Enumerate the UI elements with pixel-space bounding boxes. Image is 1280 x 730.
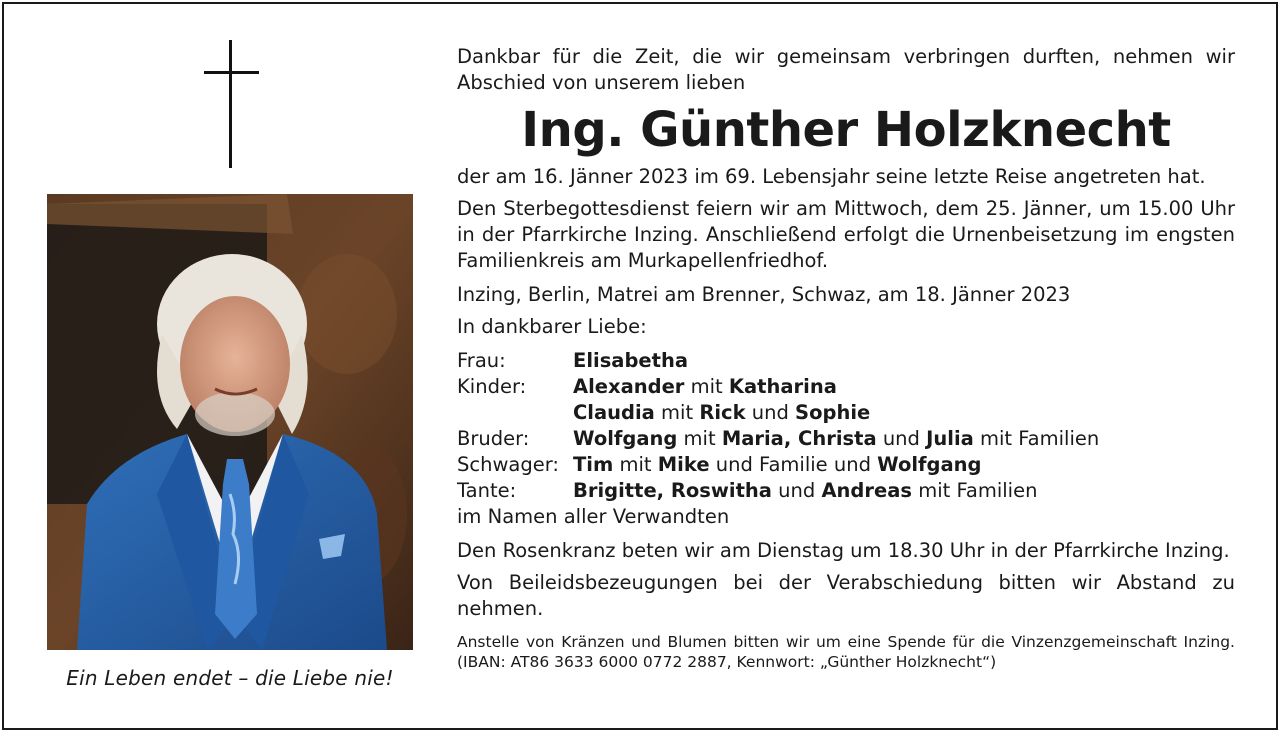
relatives-text: im Namen aller Verwandten	[457, 505, 730, 528]
family-name: Tim	[573, 453, 614, 476]
family-row-kinder	[457, 374, 1235, 400]
rosary-text: Den Rosenkranz beten wir am Dienstag um 18.30 Uhr in der Pfarrkirche Inzing.	[457, 539, 1230, 562]
cross-icon	[204, 40, 260, 170]
gratitude-line: In dankbarer Liebe:	[457, 315, 647, 338]
connector-text: mit	[613, 453, 658, 476]
family-name: Claudia	[573, 401, 655, 424]
family-row-bruder	[457, 426, 1235, 452]
family-name: Sophie	[795, 401, 871, 424]
portrait-photo	[47, 194, 413, 650]
family-row-schwager	[457, 452, 1235, 478]
condolences-text: Von Beileidsbezeugungen bei der Verabschiedung bitten wir Abstand zu nehmen.	[457, 571, 1235, 620]
family-name: Andreas	[821, 479, 912, 502]
family-name: Katharina	[728, 375, 837, 398]
relation-label: Tante:	[457, 479, 517, 502]
family-name: Julia	[926, 427, 974, 450]
family-name: Alexander	[573, 375, 685, 398]
connector-text: und	[745, 401, 796, 424]
family-name: Mike	[657, 453, 710, 476]
place-date: Inzing, Berlin, Matrei am Brenner, Schwaz, am 18. Jänner 2023	[457, 283, 1071, 306]
death-line: der am 16. Jänner 2023 im 69. Lebensjahr seine letzte Reise angetreten hat.	[457, 165, 1206, 188]
connector-text: mit Familien	[973, 427, 1100, 450]
connector-text: und	[771, 479, 822, 502]
family-name: Brigitte, Roswitha	[573, 479, 772, 502]
funeral-text: Den Sterbegottesdienst feiern wir am Mittwoch, dem 25. Jänner, um 15.00 Uhr in der Pfarrkirche Inzing. Anschließend erfolgt die Urnenbeisetzung im engsten Familienkreis am Murkapellenfriedhof.	[457, 197, 1235, 272]
family-row-frau	[457, 348, 1235, 374]
motto: Ein Leben endet – die Liebe nie!	[66, 666, 394, 690]
deceased-name: Ing. Günther Holzknecht	[521, 102, 1171, 158]
connector-text: mit Familien	[912, 479, 1038, 502]
connector-text: und	[876, 427, 927, 450]
relation-label: Kinder:	[457, 375, 527, 398]
connector-text: mit	[654, 401, 700, 424]
relatives-line	[457, 504, 1235, 530]
relation-label: Bruder:	[457, 427, 530, 450]
connector-text: mit	[677, 427, 722, 450]
family-name: Rick	[699, 401, 746, 424]
connector-text: und Familie und	[709, 453, 878, 476]
intro-text: Dankbar für die Zeit, die wir gemeinsam verbringen durften, nehmen wir Abschied von unserem lieben	[457, 45, 1235, 94]
family-name: Elisabetha	[573, 349, 689, 372]
family-row-kinder-2	[457, 400, 1235, 426]
family-name: Maria, Christa	[721, 427, 877, 450]
family-list	[457, 348, 1235, 530]
relation-label: Frau:	[457, 349, 506, 372]
family-row-tante	[457, 478, 1235, 504]
donation-text: Anstelle von Kränzen und Blumen bitten wir um eine Spende für die Vinzenzgemeinschaft Inzing. (IBAN: AT86 3633 6000 0772 2887, Kennwort: „Günther Holzknecht“)	[457, 633, 1235, 671]
obituary-text	[457, 44, 1235, 688]
family-name: Wolfgang	[573, 427, 678, 450]
connector-text: mit	[684, 375, 729, 398]
obituary-card	[2, 2, 1278, 730]
family-name: Wolfgang	[877, 453, 982, 476]
relation-label: Schwager:	[457, 453, 559, 476]
